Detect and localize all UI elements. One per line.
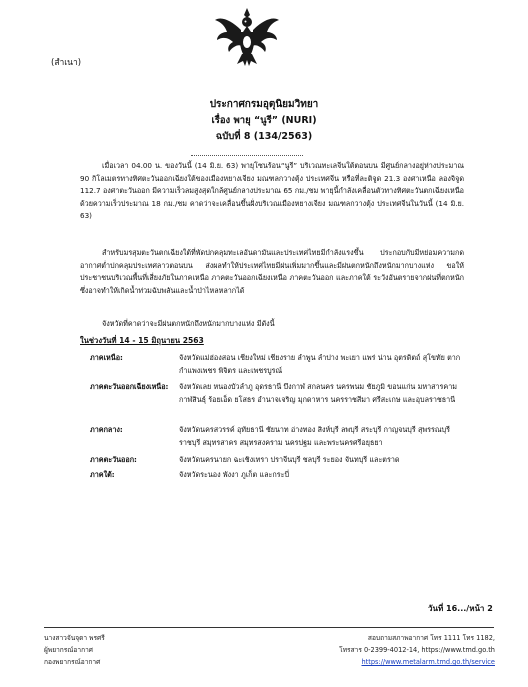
section-divider <box>191 155 303 156</box>
region-name: ภาคเหนือ: <box>90 353 123 362</box>
footer-divider <box>44 627 494 628</box>
region-provinces: จังหวัดแม่ฮ่องสอน เชียงใหม่ เชียงราย ลำพูน ลำปาง พะเยา แพร่ น่าน อุตรดิตถ์ สุโขทัย ตาก กำแพงเพชร พิจิตร และเพชรบูรณ์ <box>179 353 461 375</box>
contact-info <box>276 632 495 668</box>
forecaster-name: นางสาวจันจุดา พรศรี <box>44 634 105 642</box>
document-subject: เรื่อง พายุ “นูรี” (NURI) <box>211 115 317 126</box>
forecast-period: ในช่วงวันที่ 14 - 15 มิถุนายน 2563 <box>80 336 204 345</box>
region-name: ภาคตะวันออกเฉียงเหนือ: <box>90 382 169 391</box>
region-name: ภาคตะวันออก: <box>90 455 137 464</box>
monsoon-paragraph: สำหรับมรสุมตะวันตกเฉียงใต้ที่พัดปกคลุมทะเลอันดามันและประเทศไทยมีกำลังแรงขึ้น ประกอบกับมีหย่อมความกดอากาศต่ำปกคลุมประเทศลาวตอนบน ส่งผลทำให้ประเทศไทยมีฝนเพิ่มมากขึ้นและมีฝนตกหนักถึงหนักมากบางแห่ง ขอให้ประชาชนบริเวณพื้นที่เสี่ยงภัยในภาคเหนือ ภาคตะวันออกเฉียงเหนือ ภาคตะวันออก และภาคใต้ ระวังอันตรายจากฝนที่ตกหนักซึ่งอาจทำให้เกิดน้ำท่วมฉับพลันและน้ำป่าไหลหลากได้ <box>80 248 464 295</box>
storm-paragraph: เมื่อเวลา 04.00 น. ของวันนี้ (14 มิ.ย. 63) พายุโซนร้อน“นูรี” บริเวณทะเลจีนใต้ตอนบน มีศูนย์กลางอยู่ห่างประมาณ 90 กิโลเมตรทางทิศตะวันออกเฉียงใต้ของเมืองหยางเจียง มณฑลกวางตุ้ง ประเทศจีน หรือที่ละติจูด 21.3 องศาเหนือ ลองจิจูด 112.7 องศาตะวันออก มีความเร็วลมสูงสุดใกล้ศูนย์กลางประมาณ 65 กม./ชม พายุนี้กำลังเคลื่อนตัวทางทิศตะวันตกเฉียงเหนือด้วยความเร็วประมาณ 18 กม./ชม คาดว่าจะเคลื่อนขึ้นฝั่งบริเวณเมืองหยางเจียง มณฑลกวางตุ้ง ประเทศจีนในวันนี้ (14 มิ.ย. 63) <box>80 161 464 220</box>
region-name: ภาคใต้: <box>90 470 115 479</box>
forecaster-info <box>44 632 105 668</box>
continued-on-page: วันที่ 16.../หน้า 2 <box>428 604 493 613</box>
region-provinces: จังหวัดนครสวรรค์ อุทัยธานี ชัยนาท อ่างทอง สิงห์บุรี ลพบุรี สระบุรี กาญจนบุรี สุพรรณบุรี ราชบุรี สมุทรสาคร สมุทรสงคราม นครปฐม และพระนครศรีอยุธยา <box>179 425 450 447</box>
region-provinces: จังหวัดระนอง พังงา ภูเก็ต และกระบี่ <box>179 470 290 479</box>
copy-label: (สำเนา) <box>51 58 82 68</box>
service-link[interactable]: https://www.metalarm.tmd.go.th/service <box>361 658 495 666</box>
region-name: ภาคกลาง: <box>90 425 123 434</box>
forecaster-role: ผู้พยากรณ์อากาศ <box>44 646 93 654</box>
provinces-intro: จังหวัดที่คาดว่าจะมีฝนตกหนักถึงหนักมากบางแห่ง มีดังนี้ <box>102 319 275 328</box>
contact-phone: สอบถามสภาพอากาศ โทร 1111 โทร 1182, <box>367 634 495 642</box>
garuda-emblem-icon <box>213 6 281 68</box>
issue-number: ฉบับที่ 8 (134/2563) <box>215 131 313 142</box>
contact-fax-website: โทรสาร 0-2399-4012-14, https://www.tmd.go.th <box>339 646 495 654</box>
document-title: ประกาศกรมอุตุนิยมวิทยา <box>209 99 319 110</box>
region-provinces: จังหวัดนครนายก ฉะเชิงเทรา ปราจีนบุรี ชลบุรี ระยอง จันทบุรี และตราด <box>179 455 400 464</box>
region-provinces: จังหวัดเลย หนองบัวลำภู อุดรธานี บึงกาฬ สกลนคร นครพนม ชัยภูมิ ขอนแก่น มหาสารคาม กาฬสินธุ์ ร้อยเอ็ด ยโสธร อำนาจเจริญ มุกดาหาร นครราชสีมา ศรีสะเกษ และอุบลราชธานี <box>179 382 457 404</box>
forecaster-division: กองพยากรณ์อากาศ <box>44 658 101 666</box>
